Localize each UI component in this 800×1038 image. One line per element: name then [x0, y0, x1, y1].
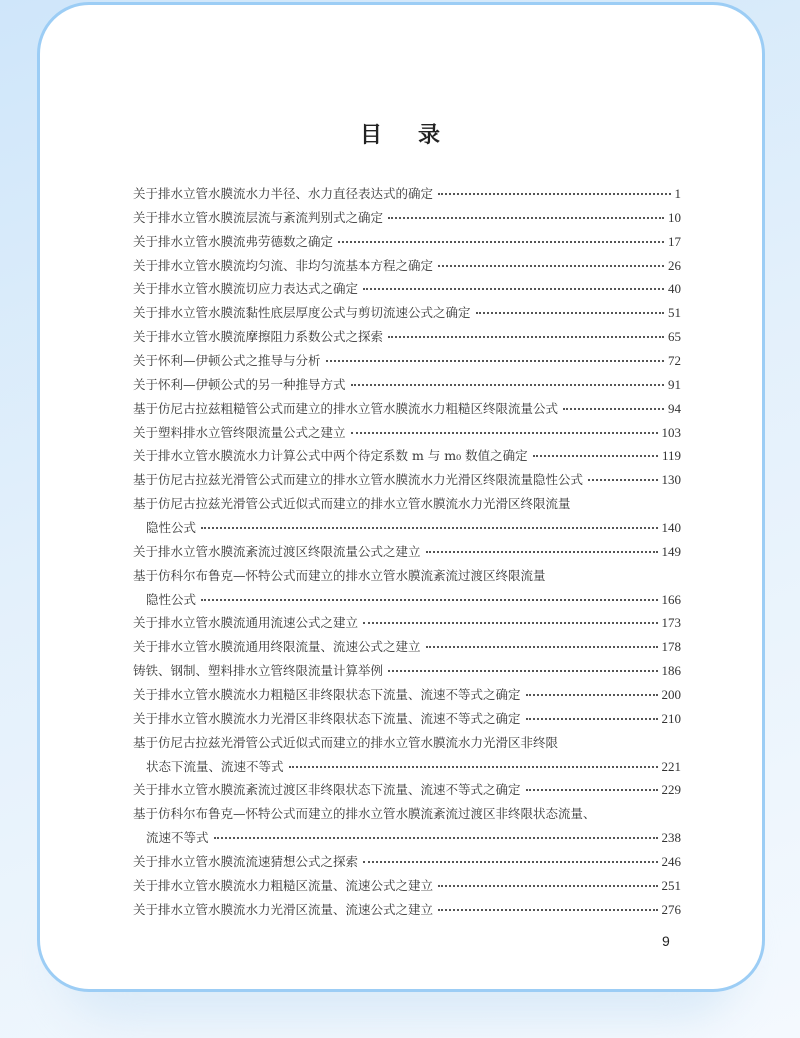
leader-dots: [426, 551, 658, 553]
toc-entry[interactable]: [133, 256, 681, 280]
toc-line: [133, 375, 681, 399]
toc-line: [133, 566, 681, 590]
toc-page-number: 140: [661, 520, 681, 536]
page-number: 9: [662, 933, 670, 949]
toc-entry[interactable]: [133, 637, 681, 661]
toc-entry[interactable]: [133, 804, 681, 852]
toc-line: [133, 232, 681, 256]
toc-entry-title: 关于排水立管水膜流紊流过渡区终限流量公式之建立: [133, 543, 421, 559]
toc-entry[interactable]: [133, 685, 681, 709]
leader-dots: [526, 789, 658, 791]
toc-page-number: 251: [661, 877, 681, 893]
toc-page-number: 200: [661, 687, 681, 703]
toc-page-number: 40: [668, 281, 681, 297]
toc-page-number: 10: [668, 209, 681, 225]
toc-entry-title: 关于排水立管水膜流水力计算公式中两个待定系数 m 与 m₀ 数值之确定: [133, 448, 528, 464]
toc-line: [133, 518, 681, 542]
toc-line: [133, 303, 681, 327]
toc-entry-title: 关于排水立管水膜流水力粗糙区非终限状态下流量、流速不等式之确定: [133, 687, 521, 703]
leader-dots: [201, 599, 657, 601]
toc-entry-title: 关于排水立管水膜流水力光滑区流量、流速公式之建立: [133, 901, 434, 917]
toc-page-number: 26: [668, 257, 681, 273]
toc-entry[interactable]: [133, 852, 681, 876]
leader-dots: [526, 718, 658, 720]
toc-entry-title: 关于排水立管水膜流均匀流、非均匀流基本方程之确定: [133, 257, 434, 273]
toc-entry-title: 基于仿尼古拉兹粗糙管公式而建立的排水立管水膜流水力粗糙区终限流量公式: [133, 400, 559, 416]
leader-dots: [526, 694, 658, 696]
toc-line: [133, 685, 681, 709]
toc-entry[interactable]: [133, 733, 681, 781]
toc-page-number: 221: [661, 758, 681, 774]
toc-page-number: 166: [661, 591, 681, 607]
toc-page-number: 94: [668, 400, 681, 416]
toc-entry-title: 关于排水立管水膜流水力粗糙区流量、流速公式之建立: [133, 877, 434, 893]
toc-entry[interactable]: [133, 470, 681, 494]
toc-entry[interactable]: [133, 566, 681, 614]
leader-dots: [363, 288, 664, 290]
toc-line: [133, 590, 681, 614]
toc-entry-title: 隐性公式: [146, 520, 197, 536]
toc-page-number: 103: [661, 424, 681, 440]
toc-line: [133, 876, 681, 900]
toc-entry-title: 基于仿尼古拉兹光滑管公式近似式而建立的排水立管水膜流水力光滑区非终限: [133, 734, 559, 750]
toc-entry[interactable]: [133, 423, 681, 447]
toc-entry-title: 关于排水立管水膜流通用流速公式之建立: [133, 615, 359, 631]
toc-page-number: 72: [668, 353, 681, 369]
toc-entry-title: 基于仿尼古拉兹光滑管公式而建立的排水立管水膜流水力光滑区终限流量隐性公式: [133, 472, 584, 488]
leader-dots: [388, 217, 664, 219]
toc-entry-title: 基于仿尼古拉兹光滑管公式近似式而建立的排水立管水膜流水力光滑区终限流量: [133, 496, 571, 512]
toc-line: [133, 613, 681, 637]
toc-entry-title: 基于仿科尔布鲁克—怀特公式而建立的排水立管水膜流紊流过渡区终限流量: [133, 567, 546, 583]
toc-entry[interactable]: [133, 613, 681, 637]
toc-page-number: 130: [661, 472, 681, 488]
toc-entry[interactable]: [133, 375, 681, 399]
toc-entry[interactable]: [133, 494, 681, 542]
toc-entry[interactable]: [133, 900, 681, 924]
leader-dots: [351, 432, 658, 434]
leader-dots: [363, 622, 657, 624]
toc-entry-title: 关于排水立管水膜流流速猜想公式之探索: [133, 854, 359, 870]
toc-entry[interactable]: [133, 780, 681, 804]
toc-page-number: 178: [661, 639, 681, 655]
toc-entry-title: 铸铁、钢制、塑料排水立管终限流量计算举例: [133, 663, 384, 679]
toc-line: [133, 327, 681, 351]
toc-entry-title: 流速不等式: [146, 830, 209, 846]
toc-page-number: 91: [668, 376, 681, 392]
toc-entry[interactable]: [133, 279, 681, 303]
leader-dots: [438, 265, 664, 267]
toc-line: [133, 446, 681, 470]
toc-page-number: 210: [661, 710, 681, 726]
title-char: 录: [418, 123, 443, 148]
leader-dots: [438, 885, 657, 887]
toc-line: [133, 709, 681, 733]
toc-entry-title: 关于排水立管水膜流摩擦阻力系数公式之探索: [133, 329, 384, 345]
toc-page-number: 1: [674, 186, 681, 201]
toc-entry-title: 关于怀利—伊顿公式的另一种推导方式: [133, 376, 346, 392]
leader-dots: [533, 455, 658, 457]
leader-dots: [476, 312, 664, 314]
leader-dots: [426, 646, 658, 648]
leader-dots: [588, 479, 657, 481]
toc-page-number: 173: [661, 615, 681, 631]
toc-entry-title: 状态下流量、流速不等式: [146, 758, 284, 774]
toc-page-number: 238: [661, 830, 681, 846]
toc-line: [133, 184, 681, 208]
toc-entry[interactable]: [133, 208, 681, 232]
toc-entry-title: 关于怀利—伊顿公式之推导与分析: [133, 353, 321, 369]
toc-entry[interactable]: [133, 446, 681, 470]
table-of-contents: [133, 184, 681, 924]
toc-entry[interactable]: [133, 327, 681, 351]
toc-page-number: 51: [668, 305, 681, 321]
toc-entry[interactable]: [133, 876, 681, 900]
toc-entry-title: 关于塑料排水立管终限流量公式之建立: [133, 424, 346, 440]
toc-line: [133, 470, 681, 494]
toc-page-number: 229: [661, 782, 681, 798]
toc-entry[interactable]: [133, 303, 681, 327]
toc-entry[interactable]: [133, 542, 681, 566]
leader-dots: [351, 384, 664, 386]
toc-entry-title: 关于排水立管水膜流通用终限流量、流速公式之建立: [133, 639, 421, 655]
toc-page-number: 246: [661, 854, 681, 870]
toc-entry[interactable]: [133, 399, 681, 423]
toc-entry[interactable]: [133, 184, 681, 208]
toc-entry-title: 基于仿科尔布鲁克—怀特公式而建立的排水立管水膜流紊流过渡区非终限状态流量、: [133, 806, 596, 822]
toc-line: [133, 279, 681, 303]
toc-entry-title: 关于排水立管水膜流黏性底层厚度公式与剪切流速公式之确定: [133, 305, 471, 321]
leader-dots: [289, 766, 658, 768]
toc-entry-title: 隐性公式: [146, 591, 197, 607]
toc-line: [133, 637, 681, 661]
toc-page-number: 65: [668, 329, 681, 345]
leader-dots: [438, 193, 670, 195]
toc-page-number: 186: [661, 663, 681, 679]
page-card: [37, 2, 765, 992]
toc-line: [133, 542, 681, 566]
leader-dots: [563, 408, 664, 410]
leader-dots: [338, 241, 664, 243]
toc-line: [133, 733, 681, 757]
leader-dots: [214, 837, 658, 839]
toc-page-number: 119: [661, 448, 681, 464]
toc-page-number: 17: [668, 233, 681, 249]
toc-line: [133, 494, 681, 518]
toc-entry[interactable]: [133, 709, 681, 733]
toc-page-number: 276: [661, 901, 681, 917]
leader-dots: [363, 861, 657, 863]
leader-dots: [326, 360, 664, 362]
toc-line: [133, 780, 681, 804]
page-title: [40, 118, 762, 149]
toc-entry-title: 关于排水立管水膜流水力光滑区非终限状态下流量、流速不等式之确定: [133, 710, 521, 726]
toc-entry-title: 关于排水立管水膜流弗劳德数之确定: [133, 233, 334, 249]
toc-line: [133, 208, 681, 232]
toc-line: [133, 661, 681, 685]
leader-dots: [438, 909, 657, 911]
toc-line: [133, 804, 681, 828]
toc-line: [133, 828, 681, 852]
toc-line: [133, 852, 681, 876]
toc-entry-title: 关于排水立管水膜流切应力表达式之确定: [133, 281, 359, 297]
toc-entry-title: 关于排水立管水膜流紊流过渡区非终限状态下流量、流速不等式之确定: [133, 782, 521, 798]
leader-dots: [201, 527, 657, 529]
title-char: 目: [359, 123, 384, 148]
toc-line: [133, 423, 681, 447]
toc-line: [133, 399, 681, 423]
toc-line: [133, 256, 681, 280]
toc-line: [133, 351, 681, 375]
toc-entry-title: 关于排水立管水膜流层流与紊流判别式之确定: [133, 209, 384, 225]
toc-entry[interactable]: [133, 661, 681, 685]
toc-line: [133, 900, 681, 924]
leader-dots: [388, 670, 657, 672]
toc-entry[interactable]: [133, 232, 681, 256]
toc-page-number: 149: [661, 543, 681, 559]
toc-entry-title: 关于排水立管水膜流水力半径、水力直径表达式的确定: [133, 186, 434, 201]
leader-dots: [388, 336, 664, 338]
toc-line: [133, 757, 681, 781]
toc-entry[interactable]: [133, 351, 681, 375]
